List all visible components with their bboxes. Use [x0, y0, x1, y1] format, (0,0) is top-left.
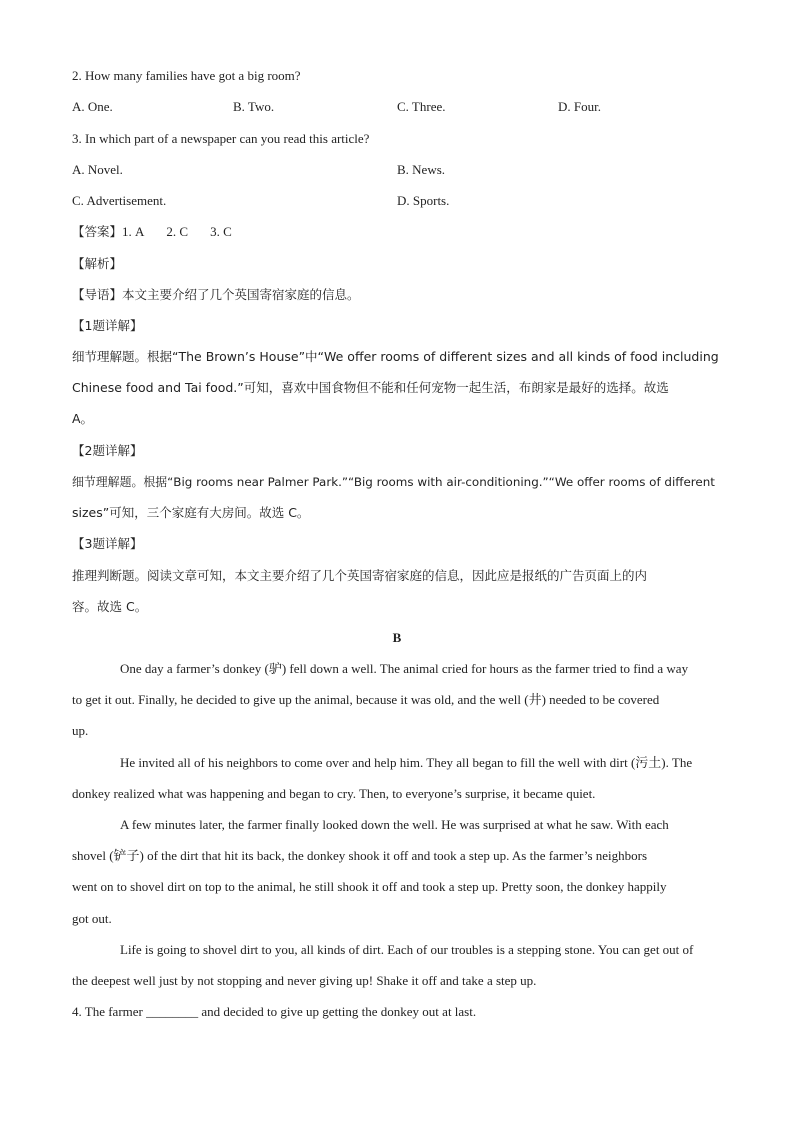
question-2-option-d: D. Four.	[558, 99, 601, 114]
detail-3-label: 【3题详解】	[72, 536, 143, 551]
answer-1: 1. A	[122, 224, 145, 239]
passage-line: A few minutes later, the farmer finally looked down the well. He was surprised at what he saw. With each	[120, 817, 669, 832]
detail-2-label: 【2题详解】	[72, 443, 143, 458]
question-3-option-a: A. Novel.	[72, 162, 123, 177]
question-3-stem: 3. In which part of a newspaper can you read this article?	[72, 131, 370, 146]
question-2-option-c: C. Three.	[397, 99, 446, 114]
answer-line	[72, 224, 232, 240]
passage-line: Life is going to shovel dirt to you, all kinds of dirt. Each of our troubles is a stepping stone. You can get out of	[120, 942, 694, 957]
answer-label: 【答案】	[72, 224, 123, 239]
detail-2-line: sizes”可知，三个家庭有大房间。故选 C。	[72, 505, 310, 520]
guide-text: 【导语】本文主要介绍了几个英国寄宿家庭的信息。	[72, 287, 360, 302]
section-heading: B	[392, 630, 402, 645]
answer-3: 3. C	[210, 224, 232, 239]
analysis-label: 【解析】	[72, 256, 123, 271]
question-4-stem: 4. The farmer ________ and decided to give up getting the donkey out at last.	[72, 1004, 477, 1019]
passage-line: to get it out. Finally, he decided to give up the animal, because it was old, and the well (井) needed to be covered	[72, 692, 660, 707]
detail-3-line: 容。故选 C。	[72, 599, 148, 614]
question-2-option-a: A. One.	[72, 99, 113, 114]
question-3-option-b: B. News.	[397, 162, 446, 177]
question-3-option-d: D. Sports.	[397, 193, 450, 208]
question-3-option-c: C. Advertisement.	[72, 193, 167, 208]
passage-line: He invited all of his neighbors to come over and help him. They all began to fill the well with dirt (污土). The	[120, 755, 693, 770]
question-2-option-b: B. Two.	[233, 99, 275, 114]
detail-1-line: A。	[72, 411, 94, 426]
detail-2-line: 细节理解题。根据“Big rooms near Palmer Park.”“Big rooms with air-conditioning.”“We offer rooms of different	[72, 475, 715, 489]
passage-line: got out.	[72, 911, 112, 926]
passage-line: went on to shovel dirt on top to the animal, he still shook it off and took a step up. Pretty soon, the donkey happily	[72, 879, 667, 894]
detail-3-line: 推理判断题。阅读文章可知，本文主要介绍了几个英国寄宿家庭的信息，因此应是报纸的广告页面上的内	[72, 568, 648, 583]
detail-1-line: 细节理解题。根据“The Brown’s House”中“We offer rooms of different sizes and all kinds of food including	[72, 349, 719, 364]
answer-2: 2. C	[166, 224, 189, 239]
detail-1-label: 【1题详解】	[72, 318, 143, 333]
passage-line: One day a farmer’s donkey (驴) fell down a well. The animal cried for hours as the farmer tried to find a way	[120, 661, 689, 676]
question-2-stem: 2. How many families have got a big room?	[72, 68, 301, 83]
detail-1-line: Chinese food and Tai food.”可知，喜欢中国食物但不能和任何宠物一起生活，布朗家是最好的选择。故选	[72, 380, 669, 395]
passage-line: donkey realized what was happening and began to cry. Then, to everyone’s surprise, it became quiet.	[72, 786, 596, 801]
passage-line: up.	[72, 723, 89, 738]
passage-line: shovel (铲子) of the dirt that hit its back, the donkey shook it off and took a step up. As the farmer’s neighbors	[72, 848, 648, 863]
passage-line: the deepest well just by not stopping and never giving up! Shake it off and take a step up.	[72, 973, 537, 988]
